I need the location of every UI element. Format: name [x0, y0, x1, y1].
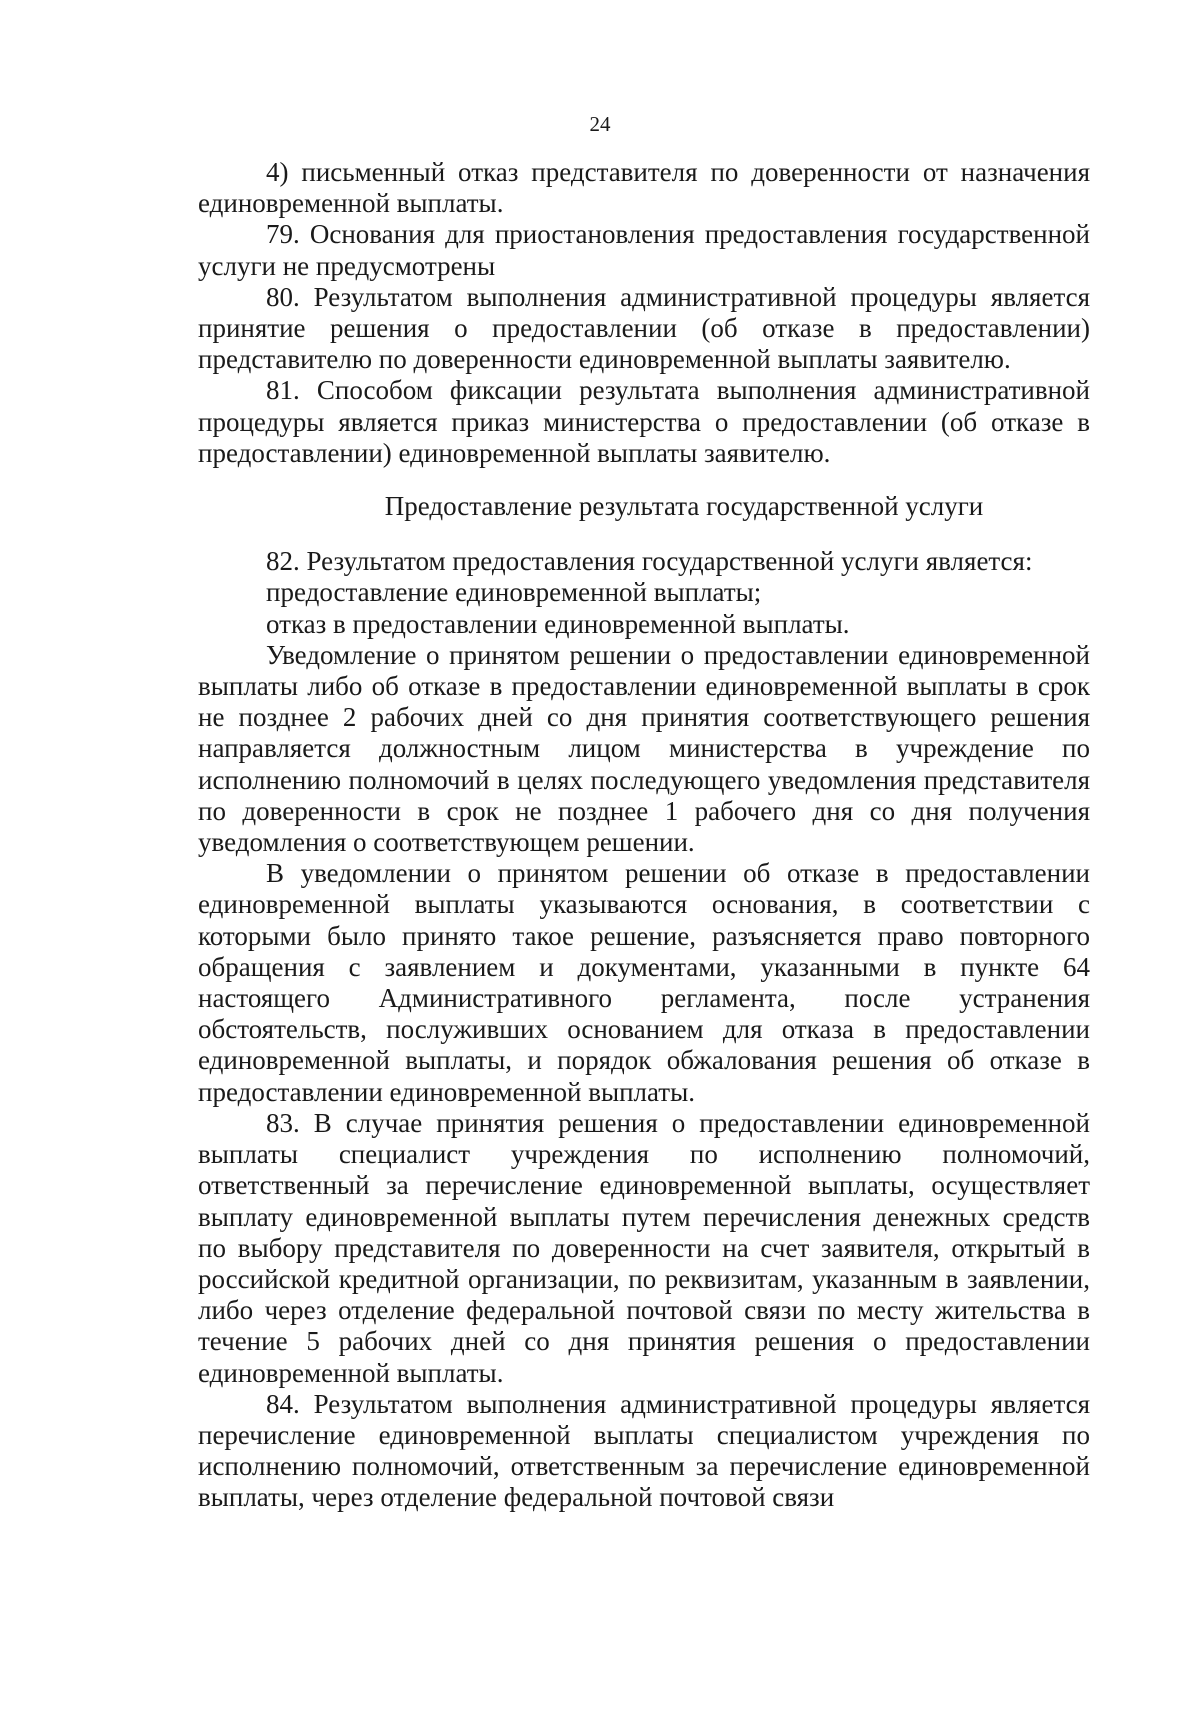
paragraph-82-item-2: отказ в предоставлении единовременной выплаты. [266, 608, 850, 639]
paragraph-81: 81. Способом фиксации результата выполнения административной процедуры является приказ министерства о предоставлении (об отказе в предоставлении) единовременной выплаты заявителю. [198, 375, 1090, 468]
section-heading: Предоставление результата государственной услуги [384, 491, 984, 522]
paragraph-83: 83. В случае принятия решения о предоставлении единовременной выплаты специалист учреждения по исполнению полномочий, ответственный за перечисление единовременной выплаты, осуществляет выплату единовременной выплаты путем перечисления денежных средств по выбору представителя по доверенности на счет заявителя, открытый в российской кредитной организации, по реквизитам, указанным в заявлении, либо через отделение федеральной почтовой связи по месту жительства в течение 5 рабочих дней со дня принятия решения о предоставлении единовременной выплаты. [198, 1107, 1090, 1388]
paragraph-84: 84. Результатом выполнения административной процедуры является перечисление единовременной выплаты специалистом учреждения по исполнению полномочий, ответственным за перечисление единовременной выплаты, через отделение федеральной почтовой связи [198, 1388, 1090, 1513]
paragraph-82: 82. Результатом предоставления государственной услуги является: [266, 546, 1033, 577]
document-body [198, 157, 1090, 1514]
paragraph-80: 80. Результатом выполнения административной процедуры является принятие решения о предоставлении (об отказе в предоставлении) представителю по доверенности единовременной выплаты заявителю. [198, 281, 1090, 375]
paragraph-refusal-notice: В уведомлении о принятом решении об отказе в предоставлении единовременной выплаты указываются основания, в соответствии с которыми было принято такое решение, разъясняется право повторного обращения с заявлением и документами, указанными в пункте 64 настоящего Административного регламента, после устранения обстоятельств, послуживших основанием для отказа в предоставлении единовременной выплаты, и порядок обжалования решения об отказе в предоставлении единовременной выплаты. [198, 858, 1090, 1107]
paragraph-82-item-1: предоставление единовременной выплаты; [266, 577, 762, 608]
paragraph-item-4: 4) письменный отказ представителя по доверенности от назначения единовременной выплаты. [198, 157, 1090, 219]
paragraph-notification: Уведомление о принятом решении о предоставлении единовременной выплаты либо об отказе в предоставлении единовременной выплаты в срок не позднее 2 рабочих дней со дня принятия соответствующего решения направляется должностным лицом министерства в учреждение по исполнению полномочий в целях последующего уведомления представителя по доверенности в срок не позднее 1 рабочего дня со дня получения уведомления о соответствующем решении. [198, 639, 1090, 858]
page-number: 24 [589, 112, 611, 136]
paragraph-79: 79. Основания для приостановления предоставления государственной услуги не предусмотрены [198, 219, 1090, 281]
